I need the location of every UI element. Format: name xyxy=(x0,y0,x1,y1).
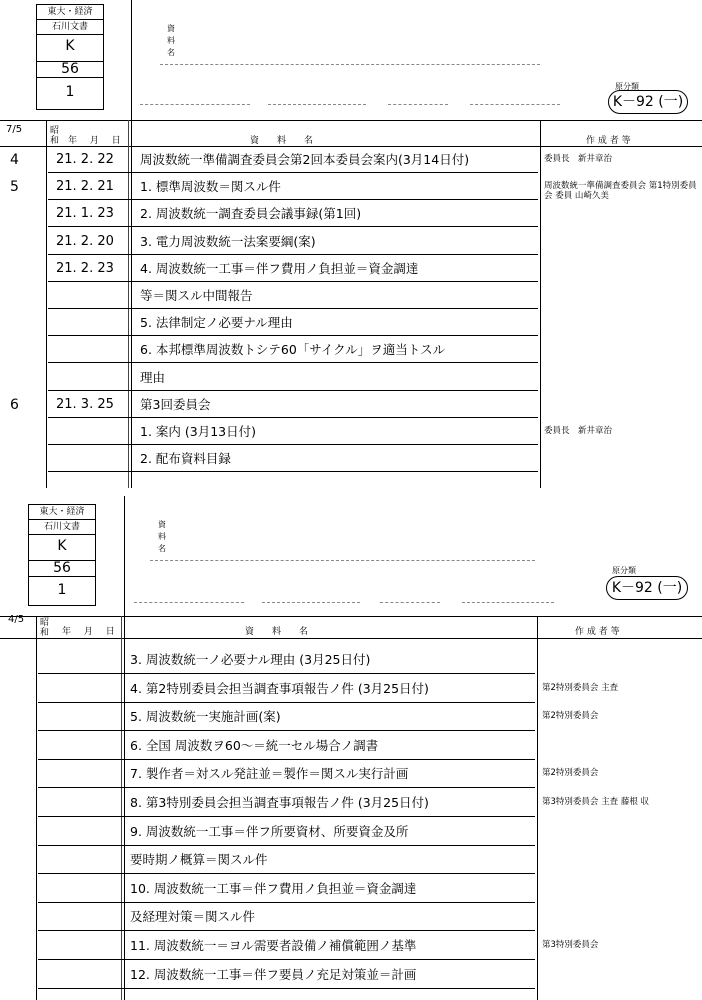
stamp-sub: 1 xyxy=(57,582,67,598)
row-rule xyxy=(38,959,535,960)
stamp-institution: 東大・経済 xyxy=(29,505,95,520)
col-title: 資 料 名 xyxy=(245,627,309,637)
row-rule xyxy=(38,702,535,703)
hand-date-2: 4/5 xyxy=(8,614,25,625)
entry-title: 7. 製作者＝対スル発註並＝製作＝関スル実行計画 xyxy=(130,766,409,781)
entry-date: 21. 2. 20 xyxy=(56,234,114,249)
class-label: 原分類 xyxy=(615,82,639,91)
entry-date: 21. 2. 23 xyxy=(56,261,114,276)
row-rule xyxy=(48,281,538,282)
row-rule xyxy=(38,787,535,788)
row-rule xyxy=(48,471,538,472)
entry-title: 理由 xyxy=(140,370,166,385)
col-author: 作 成 者 等 xyxy=(586,136,631,146)
field-label-3: 名 xyxy=(167,48,175,57)
row-rule xyxy=(48,444,538,445)
entry-title: 3. 電力周波数統一法案要綱(案) xyxy=(140,234,316,249)
row-rule xyxy=(48,390,538,391)
entry-title: 10. 周波数統一工事＝伴フ費用ノ負担並＝資金調達 xyxy=(130,881,417,896)
entry-title: 2. 周波数統一調査委員会議事録(第1回) xyxy=(140,206,362,221)
entry-title: 6. 全国 周波数ヲ60〜＝統一セル場合ノ調書 xyxy=(130,738,379,753)
entry-title: 周波数統一準備調査委員会第2回本委員会案内(3月14日付) xyxy=(140,152,470,167)
stamp-series: K xyxy=(57,538,67,554)
entry-title: 12. 周波数統一工事＝伴フ要員ノ充足対策並＝計画 xyxy=(130,967,417,982)
entry-date: 21. 1. 23 xyxy=(56,206,114,221)
stamp-sub: 1 xyxy=(65,84,75,100)
col-ymd: 年 月 日 xyxy=(62,627,115,637)
field-label-1: 資 xyxy=(158,520,166,529)
class-value: K－92 (一) xyxy=(606,576,688,600)
entry-number: 4 xyxy=(10,152,19,168)
row-rule xyxy=(48,335,538,336)
row-rule xyxy=(48,254,538,255)
entry-title: 2. 配布資料目録 xyxy=(140,451,231,466)
col-era: 昭和 xyxy=(40,618,50,638)
archive-stamp xyxy=(36,4,104,110)
entry-title: 及経理対策＝関スル件 xyxy=(130,909,256,924)
stamp-series: K xyxy=(65,38,75,54)
entry-title: 3. 周波数統一ノ必要ナル理由 (3月25日付) xyxy=(130,652,371,667)
entry-author: 第2特別委員会 xyxy=(542,768,599,778)
row-rule xyxy=(38,845,535,846)
entry-author: 周波数統一準備調査委員会 第1特別委員会 委員 山崎久美 xyxy=(544,181,697,201)
stamp-number: 56 xyxy=(37,61,103,78)
row-rule xyxy=(48,199,538,200)
row-rule xyxy=(38,873,535,874)
field-label-2: 料 xyxy=(167,36,175,45)
row-rule xyxy=(48,362,538,363)
col-era: 昭和 xyxy=(50,126,60,146)
entry-number: 6 xyxy=(10,397,19,413)
entry-title: 8. 第3特別委員会担当調査事項報告ノ件 (3月25日付) xyxy=(130,795,429,810)
entry-author: 委員長 新井章治 xyxy=(544,154,613,164)
entry-author: 第2特別委員会 xyxy=(542,711,599,721)
entry-title: 5. 周波数統一実施計画(案) xyxy=(130,709,281,724)
entry-title: 1. 標準周波数＝関スル件 xyxy=(140,179,281,194)
stamp-number: 56 xyxy=(29,560,95,577)
col-author: 作 成 者 等 xyxy=(575,627,620,637)
class-label: 原分類 xyxy=(612,566,636,575)
class-value: K－92 (一) xyxy=(608,90,688,114)
stamp-collection: 石川文書 xyxy=(29,520,95,535)
entry-title: 要時期ノ概算＝関スル件 xyxy=(130,852,268,867)
row-rule xyxy=(38,930,535,931)
entry-author: 第2特別委員会 主査 xyxy=(542,683,619,693)
entry-date: 21. 2. 22 xyxy=(56,152,114,167)
entry-title: 等＝関スル中間報告 xyxy=(140,288,253,303)
entry-author: 委員長 新井章治 xyxy=(544,426,613,436)
field-label-1: 資 xyxy=(167,24,175,33)
archive-sheet-1 xyxy=(0,0,702,488)
row-rule xyxy=(38,988,535,989)
hand-date-1: 7/5 xyxy=(6,124,23,135)
entry-title: 1. 案内 (3月13日付) xyxy=(140,424,256,439)
col-ymd: 年 月 日 xyxy=(68,136,121,146)
stamp-collection: 石川文書 xyxy=(37,20,103,35)
row-rule xyxy=(48,417,538,418)
entry-author: 第3特別委員会 xyxy=(542,940,599,950)
row-rule xyxy=(38,902,535,903)
row-rule xyxy=(38,673,535,674)
col-title: 資 料 名 xyxy=(250,136,314,146)
row-rule xyxy=(48,226,538,227)
row-rule xyxy=(38,816,535,817)
entry-date: 21. 3. 25 xyxy=(56,397,114,412)
entry-title: 9. 周波数統一工事＝伴フ所要資材、所要資金及所 xyxy=(130,824,409,839)
entry-title: 第3回委員会 xyxy=(140,397,211,412)
archive-sheet-2 xyxy=(0,496,702,1000)
entry-number: 5 xyxy=(10,179,19,195)
field-label-3: 名 xyxy=(158,544,166,553)
entry-title: 11. 周波数統一＝ヨル需要者設備ノ補償範囲ノ基準 xyxy=(130,938,417,953)
entry-title: 4. 周波数統一工事＝伴フ費用ノ負担並＝資金調達 xyxy=(140,261,419,276)
stamp-institution: 東大・経済 xyxy=(37,5,103,20)
field-label-2: 料 xyxy=(158,532,166,541)
entry-date: 21. 2. 21 xyxy=(56,179,114,194)
row-rule xyxy=(48,308,538,309)
row-rule xyxy=(48,172,538,173)
row-rule xyxy=(38,759,535,760)
row-rule xyxy=(38,730,535,731)
archive-stamp-2 xyxy=(28,504,96,606)
entry-title: 4. 第2特別委員会担当調査事項報告ノ件 (3月25日付) xyxy=(130,681,429,696)
entry-author: 第3特別委員会 主査 藤根 収 xyxy=(542,797,650,807)
entry-title: 5. 法律制定ノ必要ナル理由 xyxy=(140,315,293,330)
entry-title: 6. 本邦標準周波数トシテ60「サイクル」ヲ適当トスル xyxy=(140,342,446,357)
